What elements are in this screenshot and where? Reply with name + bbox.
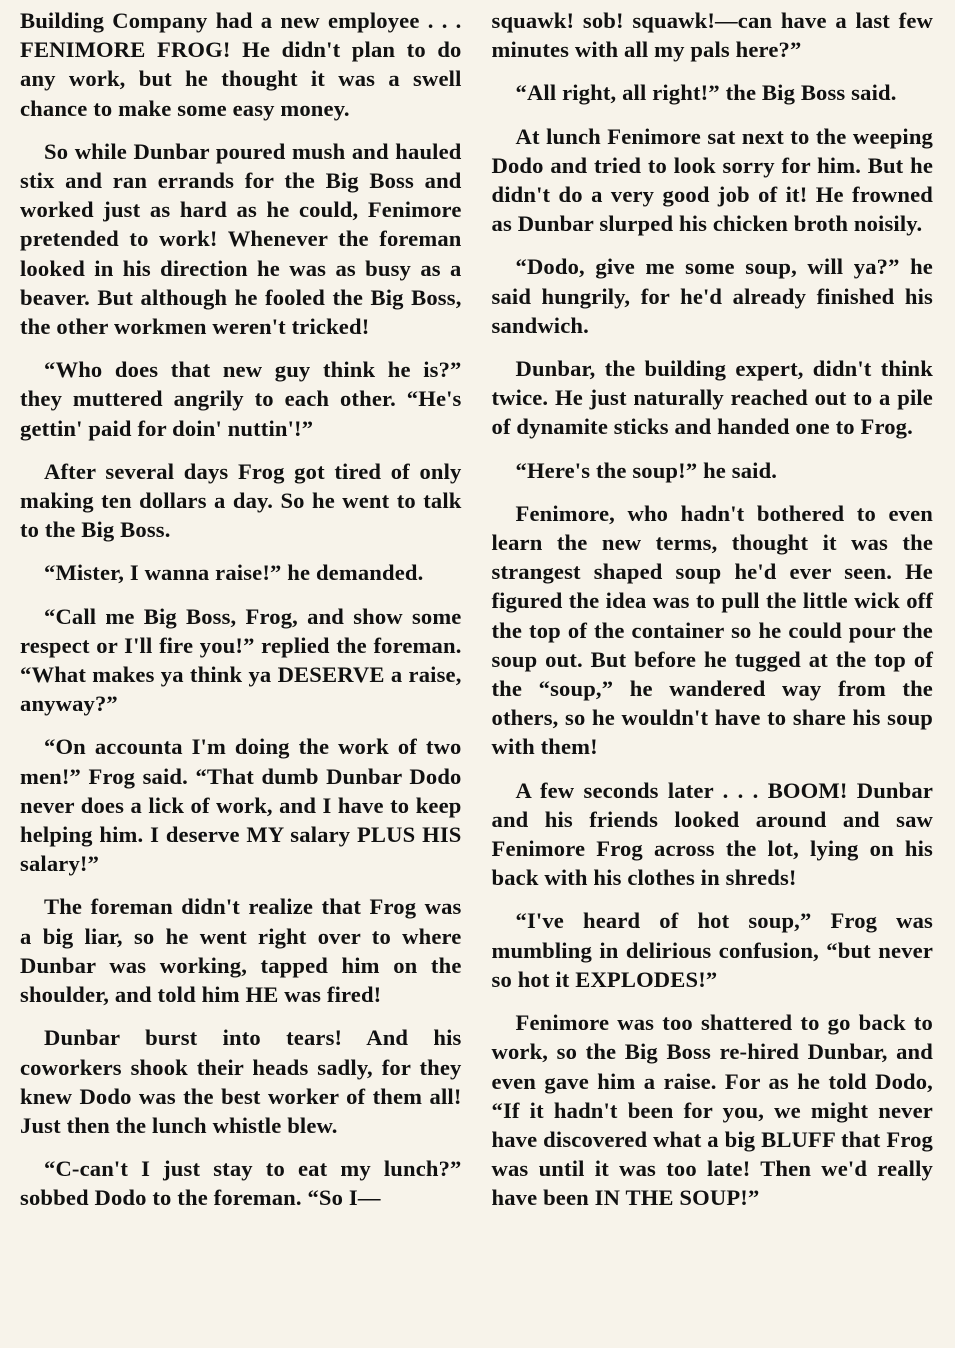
paragraph: “I've heard of hot soup,” Frog was mumbling in delirious confusion, “but never so hot it EXPLODES!” xyxy=(491,908,933,992)
paragraph: A few seconds later . . . BOOM! Dunbar and his friends looked around and saw Fenimore Frog across the lot, lying on his back with his clothes in shreds! xyxy=(491,777,933,891)
right-column xyxy=(492,6,934,1348)
paragraph: Fenimore, who hadn't bothered to even learn the new terms, thought it was the strangest shaped soup he'd ever seen. He figured the idea was to pull the little wick off the top of the container so he could pour the soup out. But before he tugged at the top of the “soup,” he wandered way from the others, so he wouldn't have to share his soup with them! xyxy=(491,500,933,760)
paragraph: “Dodo, give me some soup, will ya?” he said hungrily, for he'd already finished his sandwich. xyxy=(491,254,933,338)
paragraph: “Mister, I wanna raise!” he demanded. xyxy=(44,560,424,586)
paragraph: squawk! sob! squawk!—can have a last few minutes with all my pals here?” xyxy=(491,8,933,63)
paragraph: “Call me Big Boss, Frog, and show some respect or I'll fire you!” replied the foreman. “What makes ya think ya DESERVE a raise, anyway?” xyxy=(20,603,462,717)
paragraph: At lunch Fenimore sat next to the weeping Dodo and tried to look sorry for him. But he didn't do a very good job of it! He frowned as Dunbar slurped his chicken broth noisily. xyxy=(491,123,933,237)
paragraph: Building Company had a new employee . . . FENIMORE FROG! He didn't plan to do any work, but he thought it was a swell chance to make some easy money. xyxy=(20,8,462,121)
paragraph: “Who does that new guy think he is?” they muttered angrily to each other. “He's gettin' paid for doin' nuttin'!” xyxy=(20,357,462,441)
paragraph: Fenimore was too shattered to go back to work, so the Big Boss re-hired Dunbar, and even gave him a raise. For as he told Dodo, “If it hadn't been for you, we might never have discovered what a big BLUFF that Frog was until it was too late! Then we'd really have been IN THE SOUP!” xyxy=(491,1010,933,1211)
paragraph: “All right, all right!” the Big Boss said. xyxy=(515,80,897,106)
paragraph: “C-can't I just stay to eat my lunch?” sobbed Dodo to the foreman. “So I— xyxy=(20,1156,462,1211)
paragraph: “Here's the soup!” he said. xyxy=(515,457,778,483)
paragraph: “On accounta I'm doing the work of two men!” Frog said. “That dumb Dunbar Dodo never does a lick of work, and I have to keep helping him. I deserve MY salary PLUS HIS salary!” xyxy=(20,734,462,877)
paragraph: After several days Frog got tired of only making ten dollars a day. So he went to talk to the Big Boss. xyxy=(20,458,462,543)
left-column xyxy=(20,6,462,1348)
paragraph: Dunbar, the building expert, didn't think twice. He just naturally reached out to a pile of dynamite sticks and handed one to Frog. xyxy=(491,356,933,440)
paragraph: Dunbar burst into tears! And his coworkers shook their heads sadly, for they knew Dodo was the best worker of them all! Just then the lunch whistle blew. xyxy=(20,1025,462,1138)
paragraph: So while Dunbar poured mush and hauled stix and ran errands for the Big Boss and worked just as hard as he could, Fenimore pretended to work! Whenever the foreman looked in his direction he was as busy as a beaver. But although he fooled the Big Boss, the other workmen weren't tricked! xyxy=(20,138,462,340)
paragraph: The foreman didn't realize that Frog was a big liar, so he went right over to where Dunbar was working, tapped him on the shoulder, and told him HE was fired! xyxy=(20,894,462,1008)
